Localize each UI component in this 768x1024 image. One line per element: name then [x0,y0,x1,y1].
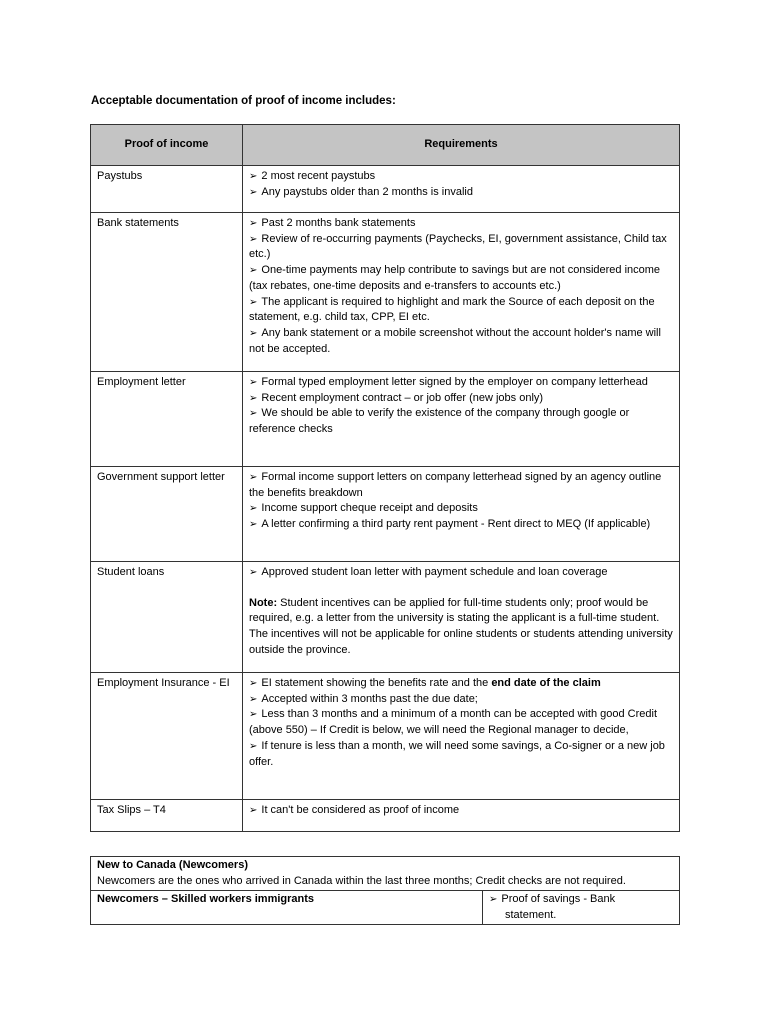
requirement-item: ➢ Any bank statement or a mobile screenshot without the account holder's name will not be accepted. [249,326,661,355]
arrow-bullet-icon: ➢ [249,218,258,229]
requirement-item: ➢ 2 most recent paystubs [249,170,376,182]
arrow-bullet-icon: ➢ [489,894,498,905]
row-type-student-loans: Student loans [91,562,243,673]
requirement-item: ➢ Review of re-occurring payments (Paychecks, EI, government assistance, Child tax etc.) [249,232,667,261]
row-type-employment-insurance: Employment Insurance - EI [91,673,243,800]
arrow-bullet-icon: ➢ [249,805,258,816]
newcomers-title: New to Canada (Newcomers) [97,859,248,871]
table-header-row [91,125,680,166]
table-row [91,166,680,213]
row-reqs-paystubs [243,166,680,213]
row-reqs-tax-slips [243,800,680,832]
table-row [91,857,680,891]
requirement-item: ➢ One-time payments may help contribute to savings but are not considered income (tax rebates, one-time deposits and e-transfers to accounts etc.) [249,264,661,292]
requirement-item: ➢ Approved student loan letter with payment schedule and loan coverage [249,566,608,578]
arrow-bullet-icon: ➢ [249,740,258,752]
skilled-workers-requirement: ➢ Proof of savings - Bank statement. [483,891,680,925]
arrow-bullet-icon: ➢ [249,472,258,483]
arrow-bullet-icon: ➢ [249,392,258,404]
row-reqs-employment-letter [243,372,680,467]
note-label: Note: [249,596,278,609]
proof-of-income-table [90,124,680,832]
arrow-bullet-icon: ➢ [249,296,258,308]
requirement-item: ➢ Income support cheque receipt and deposits [249,502,478,515]
requirement-item: ➢ Accepted within 3 months past the due date; [249,692,478,705]
table-row [91,673,680,800]
skilled-workers-label: Newcomers – Skilled workers immigrants [91,891,483,925]
table-row [91,213,680,372]
row-type-paystubs: Paystubs [91,166,243,213]
arrow-bullet-icon: ➢ [249,709,258,721]
requirement-item: ➢ Past 2 months bank statements [249,217,416,229]
student-loans-note [249,596,673,659]
note-text: Student incentives can be applied for full-time students only; proof would be required, e.g. a letter from the university is stating the applicant is a full-time student. The incentives will not be applicable for online students or students attending university outside the province. [249,596,673,656]
arrow-bullet-icon: ➢ [249,693,258,705]
newcomers-description: Newcomers are the ones who arrived in Canada within the last three months; Credit checks are not required. [97,874,626,887]
requirement-item: ➢ Formal typed employment letter signed by the employer on company letterhead [249,376,648,388]
row-type-government-support-letter: Government support letter [91,467,243,562]
header-requirements: Requirements [243,125,680,166]
arrow-bullet-icon: ➢ [249,408,258,420]
row-type-bank-statements: Bank statements [91,213,243,372]
requirement-item: ➢ It can't be considered as proof of income [249,804,460,816]
requirement-item: ➢ Any paystubs older than 2 months is invalid [249,185,473,198]
newcomers-header-cell [91,857,680,891]
row-reqs-government-support-letter [243,467,680,562]
document-heading: Acceptable documentation of proof of income includes: [91,95,396,107]
row-type-tax-slips: Tax Slips – T4 [91,800,243,832]
arrow-bullet-icon: ➢ [249,567,258,578]
arrow-bullet-icon: ➢ [249,327,258,339]
table-row [91,562,680,673]
header-proof-of-income: Proof of income [91,125,243,166]
requirement-item: ➢ We should be able to verify the existence of the company through google or reference checks [249,407,630,436]
table-row [91,800,680,832]
requirement-item: ➢ A letter confirming a third party rent payment - Rent direct to MEQ (If applicable) [249,518,651,531]
table-row [91,891,680,925]
requirement-item: ➢ Formal income support letters on company letterhead signed by an agency outline the benefits breakdown [249,471,662,499]
row-reqs-bank-statements [243,213,680,372]
table-row [91,467,680,562]
requirement-item: ➢ The applicant is required to highlight and mark the Source of each deposit on the statement, e.g. child tax, CPP, EI etc. [249,295,655,324]
table-row [91,372,680,467]
requirement-item: ➢ Recent employment contract – or job offer (new jobs only) [249,391,544,404]
row-type-employment-letter: Employment letter [91,372,243,467]
arrow-bullet-icon: ➢ [249,377,258,388]
requirement-item: ➢ Less than 3 months and a minimum of a month can be accepted with good Credit (above 550) – If Credit is below, we will need the Regional manager to decide, [249,708,658,737]
arrow-bullet-icon: ➢ [249,171,258,182]
arrow-bullet-icon: ➢ [249,519,258,531]
newcomers-table [90,856,680,925]
arrow-bullet-icon: ➢ [249,186,258,198]
arrow-bullet-icon: ➢ [249,233,258,245]
arrow-bullet-icon: ➢ [249,503,258,515]
requirement-item: ➢ If tenure is less than a month, we will need some savings, a Co-signer or a new job offer. [249,739,665,768]
row-reqs-employment-insurance [243,673,680,800]
row-reqs-student-loans [243,562,680,673]
requirement-item: ➢ EI statement showing the benefits rate and the end date of the claim [249,677,601,689]
arrow-bullet-icon: ➢ [249,265,258,277]
arrow-bullet-icon: ➢ [249,678,258,689]
